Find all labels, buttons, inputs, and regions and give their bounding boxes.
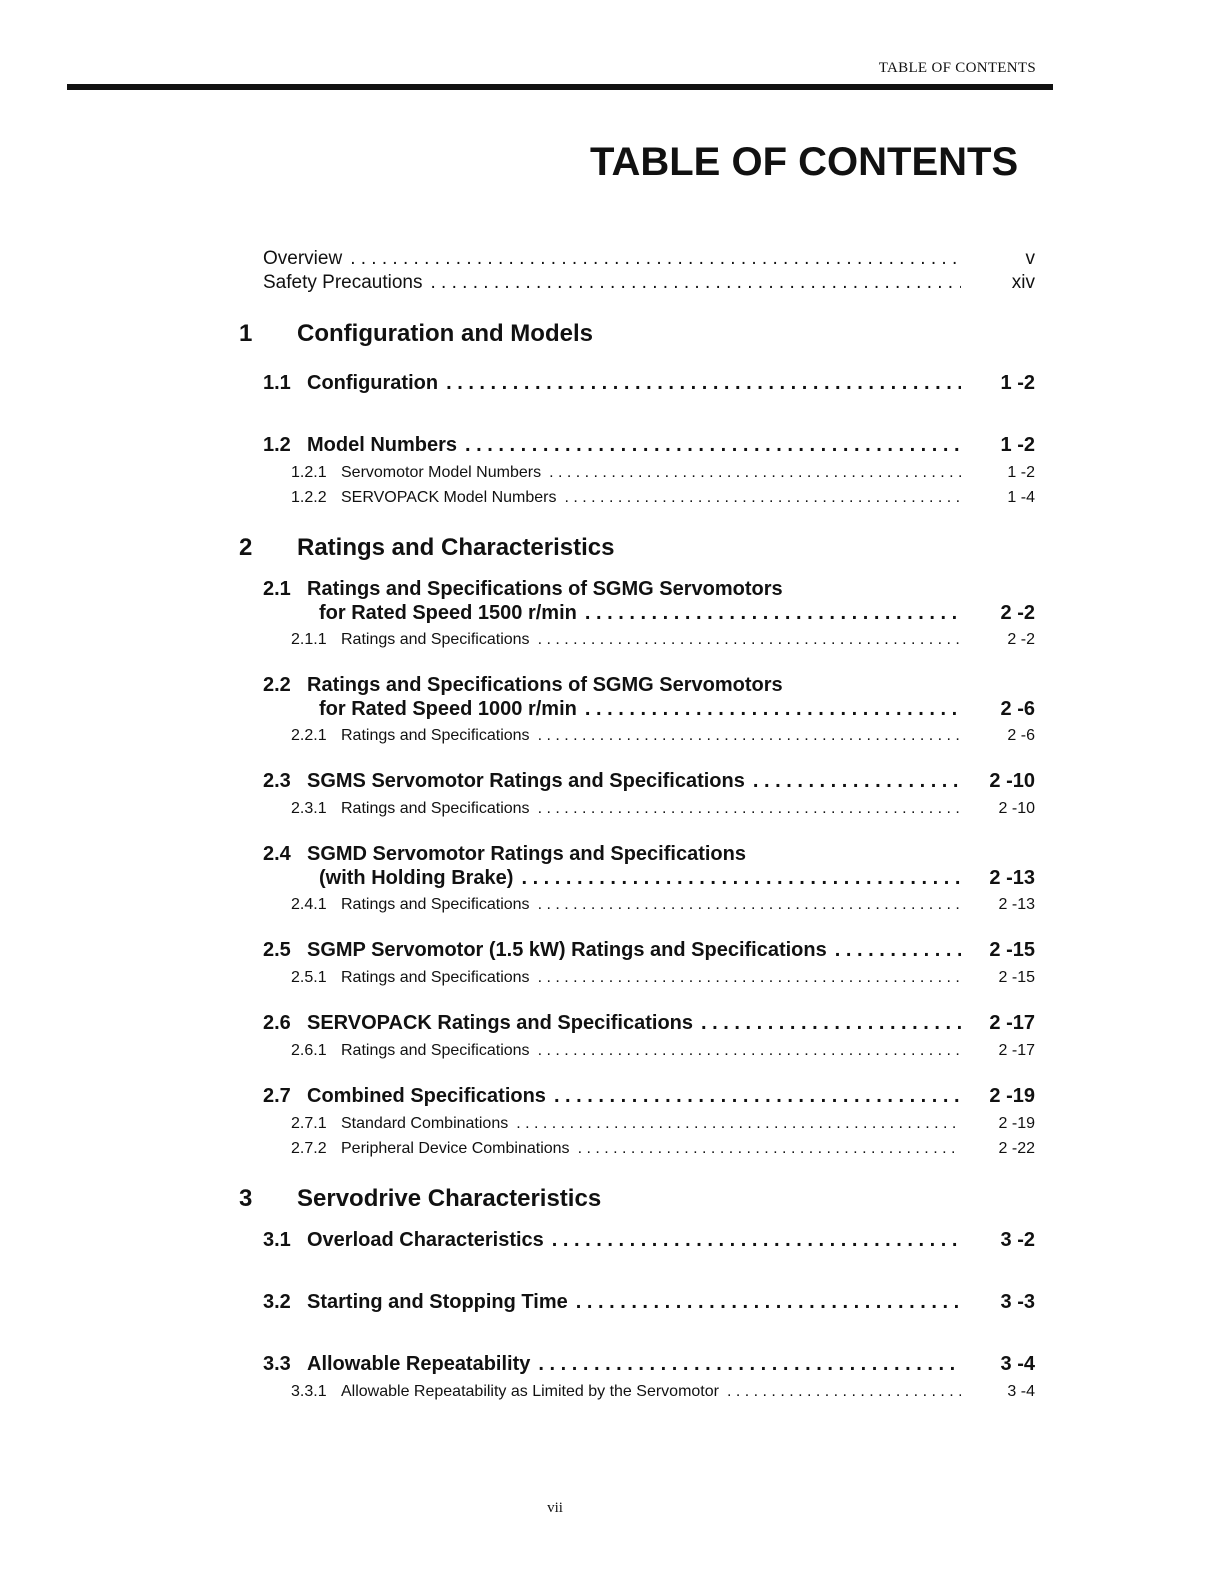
dot-leader <box>585 602 961 625</box>
section-title: Configuration <box>307 372 439 394</box>
toc-subsection-list <box>235 631 1035 656</box>
toc-page-number: 2 -17 <box>989 1012 1035 1034</box>
toc-section[interactable] <box>235 674 1035 721</box>
subsection-title: Servomotor Model Numbers <box>341 464 542 481</box>
toc-page-number: 2 -2 <box>1007 631 1035 648</box>
section-title: SERVOPACK Ratings and Specifications <box>307 1012 694 1034</box>
toc-page-number: 2 -13 <box>989 867 1035 889</box>
subsection-number: 2.1.1 <box>291 631 327 648</box>
toc-page-number: 2 -10 <box>998 800 1035 817</box>
subsection-number: 2.4.1 <box>291 896 327 913</box>
subsection-number: 2.7.2 <box>291 1140 327 1157</box>
toc-page-number: 1 -2 <box>1000 434 1035 456</box>
toc-page-number: 2 -19 <box>989 1085 1035 1107</box>
dot-leader <box>578 1140 961 1158</box>
dot-leader <box>538 631 961 649</box>
dot-leader <box>701 1012 961 1035</box>
dot-leader <box>549 464 961 482</box>
subsection-title: Peripheral Device Combinations <box>341 1140 570 1157</box>
subsection-number: 2.5.1 <box>291 969 327 986</box>
subsection-title: Ratings and Specifications <box>341 969 530 986</box>
dot-leader <box>538 800 961 818</box>
toc-subsection[interactable] <box>291 969 1035 994</box>
subsection-number: 2.6.1 <box>291 1042 327 1059</box>
toc-section[interactable] <box>235 843 1035 890</box>
section-title: Allowable Repeatability <box>307 1353 531 1375</box>
front-matter <box>235 248 1035 296</box>
toc-subsection-list <box>235 969 1035 994</box>
chapter-title: Configuration and Models <box>297 320 593 347</box>
section-number: 3.1 <box>263 1229 291 1251</box>
toc-page-number: 3 -2 <box>1000 1229 1035 1251</box>
subsection-title: SERVOPACK Model Numbers <box>341 489 557 506</box>
toc-section[interactable] <box>235 1012 1035 1036</box>
toc-subsection-list <box>235 1383 1035 1408</box>
toc-section[interactable] <box>235 1229 1035 1253</box>
section-title: SGMS Servomotor Ratings and Specifications <box>307 770 745 792</box>
toc-subsection[interactable] <box>291 800 1035 825</box>
subsection-number: 1.2.1 <box>291 464 327 481</box>
chapter-title: Servodrive Characteristics <box>297 1185 602 1212</box>
toc-subsection[interactable] <box>291 631 1035 656</box>
toc-entry-label: Overview <box>263 248 343 269</box>
toc-entry-safety-precautions[interactable] <box>263 272 1035 296</box>
section-title: Starting and Stopping Time <box>307 1291 568 1313</box>
dot-leader <box>465 434 961 457</box>
subsection-number: 2.2.1 <box>291 727 327 744</box>
toc-page-number: 2 -15 <box>989 939 1035 961</box>
dot-leader <box>585 698 961 721</box>
table-of-contents <box>235 248 1035 1408</box>
toc-section[interactable] <box>235 372 1035 396</box>
toc-page-number: 3 -4 <box>1000 1353 1035 1375</box>
toc-page-number: 2 -10 <box>989 770 1035 792</box>
toc-page-number: 1 -2 <box>1007 464 1035 481</box>
toc-subsection[interactable] <box>291 727 1035 752</box>
section-number: 2.4 <box>263 843 291 865</box>
section-title-continued: (with Holding Brake) <box>319 867 514 889</box>
section-title: Overload Characteristics <box>307 1229 544 1251</box>
toc-page-number: 1 -4 <box>1007 489 1035 506</box>
toc-page-number: v <box>1025 248 1035 269</box>
toc-subsection[interactable] <box>291 1383 1035 1408</box>
subsection-title: Ratings and Specifications <box>341 727 530 744</box>
dot-leader <box>538 1042 961 1060</box>
section-title: Combined Specifications <box>307 1085 546 1107</box>
section-title: Ratings and Specifications of SGMG Servomotors <box>307 674 783 696</box>
subsection-title: Standard Combinations <box>341 1115 509 1132</box>
toc-section[interactable] <box>235 434 1035 458</box>
toc-section[interactable] <box>235 1291 1035 1315</box>
dot-leader <box>564 489 961 507</box>
section-number: 3.3 <box>263 1353 291 1375</box>
chapter-title: Ratings and Characteristics <box>297 534 615 561</box>
dot-leader <box>521 867 961 890</box>
chapter-number: 2 <box>239 534 253 561</box>
dot-leader <box>727 1383 961 1401</box>
toc-subsection-list <box>235 464 1035 514</box>
toc-subsection-list <box>235 727 1035 752</box>
toc-subsection-list <box>235 1115 1035 1165</box>
subsection-number: 3.3.1 <box>291 1383 327 1400</box>
section-number: 2.3 <box>263 770 291 792</box>
toc-subsection[interactable] <box>291 1115 1035 1140</box>
section-title-continued: for Rated Speed 1500 r/min <box>319 602 577 624</box>
section-title: SGMD Servomotor Ratings and Specifications <box>307 843 746 865</box>
chapter-number: 3 <box>239 1185 253 1212</box>
running-header: TABLE OF CONTENTS <box>878 60 1036 76</box>
section-title: SGMP Servomotor (1.5 kW) Ratings and Specifications <box>307 939 827 961</box>
subsection-number: 2.7.1 <box>291 1115 327 1132</box>
section-number: 3.2 <box>263 1291 291 1313</box>
toc-page-number: 2 -6 <box>1000 698 1035 720</box>
subsection-title: Allowable Repeatability as Limited by the Servomotor <box>341 1383 719 1400</box>
subsection-title: Ratings and Specifications <box>341 1042 530 1059</box>
toc-subsection-list <box>235 896 1035 921</box>
toc-page-number: 2 -6 <box>1007 727 1035 744</box>
subsection-number: 2.3.1 <box>291 800 327 817</box>
dot-leader <box>538 969 961 987</box>
toc-page-number: 2 -15 <box>998 969 1035 986</box>
toc-entry-label: Safety Precautions <box>263 272 423 293</box>
dot-leader <box>538 896 961 914</box>
toc-page-number: 2 -19 <box>998 1115 1035 1132</box>
page-number: vii <box>547 1500 563 1516</box>
toc-section[interactable] <box>235 578 1035 625</box>
toc-section[interactable] <box>235 1353 1035 1377</box>
toc-subsection[interactable] <box>291 464 1035 489</box>
toc-page-number: xiv <box>1011 272 1035 293</box>
section-number: 1.2 <box>263 434 291 456</box>
toc-subsection[interactable] <box>291 1140 1035 1165</box>
toc-section[interactable] <box>235 770 1035 794</box>
dot-leader <box>538 1353 961 1376</box>
toc-subsection-list <box>235 800 1035 825</box>
toc-entry-overview[interactable] <box>263 248 1035 272</box>
toc-page-number: 1 -2 <box>1000 372 1035 394</box>
section-number: 1.1 <box>263 372 291 394</box>
dot-leader <box>552 1229 961 1252</box>
section-title: Model Numbers <box>307 434 458 456</box>
section-title: Ratings and Specifications of SGMG Servomotors <box>307 578 783 600</box>
dot-leader <box>753 770 961 793</box>
subsection-title: Ratings and Specifications <box>341 896 530 913</box>
dot-leader <box>835 939 961 962</box>
section-number: 2.2 <box>263 674 291 696</box>
toc-page-number: 3 -4 <box>1007 1383 1035 1400</box>
chapter-heading[interactable] <box>235 320 1035 354</box>
section-number: 2.5 <box>263 939 291 961</box>
toc-page-number: 2 -17 <box>998 1042 1035 1059</box>
toc-page-number: 2 -13 <box>998 896 1035 913</box>
toc-section[interactable] <box>235 1085 1035 1109</box>
section-number: 2.6 <box>263 1012 291 1034</box>
subsection-title: Ratings and Specifications <box>341 800 530 817</box>
dot-leader <box>554 1085 961 1108</box>
section-title-continued: for Rated Speed 1000 r/min <box>319 698 577 720</box>
header-rule <box>67 84 1053 90</box>
dot-leader <box>430 272 961 294</box>
toc-page-number: 2 -22 <box>998 1140 1035 1157</box>
toc-subsection[interactable] <box>291 1042 1035 1067</box>
subsection-number: 1.2.2 <box>291 489 327 506</box>
toc-subsection-list <box>235 1042 1035 1067</box>
page-title: TABLE OF CONTENTS <box>590 140 1019 184</box>
subsection-title: Ratings and Specifications <box>341 631 530 648</box>
dot-leader <box>350 248 961 270</box>
chapter-heading[interactable] <box>235 1185 1035 1219</box>
chapter-number: 1 <box>239 320 253 347</box>
dot-leader <box>516 1115 961 1133</box>
chapter-heading[interactable] <box>235 534 1035 568</box>
toc-subsection[interactable] <box>291 489 1035 514</box>
dot-leader <box>576 1291 961 1314</box>
toc-page-number: 2 -2 <box>1000 602 1035 624</box>
section-number: 2.7 <box>263 1085 291 1107</box>
toc-page-number: 3 -3 <box>1000 1291 1035 1313</box>
dot-leader <box>538 727 961 745</box>
dot-leader <box>446 372 961 395</box>
toc-section[interactable] <box>235 939 1035 963</box>
section-number: 2.1 <box>263 578 291 600</box>
toc-subsection[interactable] <box>291 896 1035 921</box>
